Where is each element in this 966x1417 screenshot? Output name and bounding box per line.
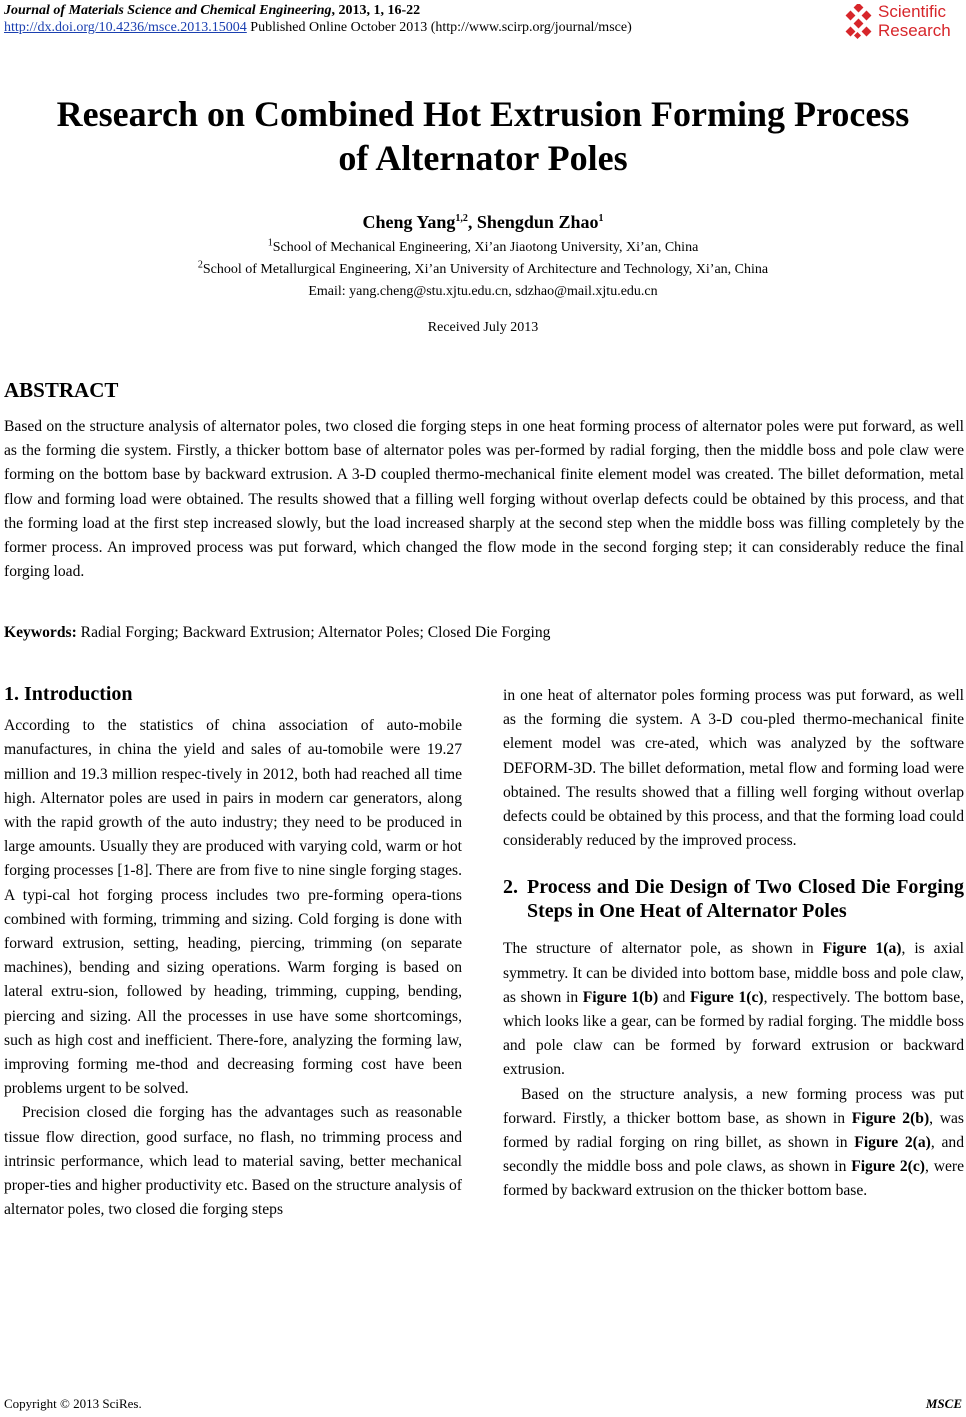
- copyright-footer: Copyright © 2013 SciRes.: [4, 1396, 142, 1411]
- aff2-text: School of Metallurgical Engineering, Xi’an University of Architecture and Technology, Xi’an, China: [202, 262, 769, 277]
- s2p1-text-2: , is axial symmetry. It can be divided into bottom base, middle boss and pole claw, as shown in: [503, 940, 964, 1006]
- author-email: Email: yang.cheng@stu.xjtu.edu.cn, sdzhao@mail.xjtu.edu.cn: [308, 284, 658, 299]
- figure-2a-ref: Figure 2(a): [854, 1134, 931, 1152]
- affiliation-1: [0, 238, 966, 258]
- section2-number: 2.: [503, 876, 518, 899]
- logo-line1: Scientific: [878, 2, 947, 21]
- title-line2: of Alternator Poles: [338, 138, 628, 178]
- figure-1a-ref: Figure 1(a): [822, 940, 902, 958]
- keywords: [4, 624, 964, 642]
- paper-title: [0, 92, 966, 180]
- s2p2-text-1: Based on the structure analysis, a new forming process was put forward. Firstly, a thicker bottom base, as shown in: [503, 1085, 964, 1127]
- doi-link[interactable]: http://dx.doi.org/10.4236/msce.2013.15004: [4, 20, 247, 35]
- s2p1-text-3: and: [658, 988, 690, 1006]
- author-2: , Shengdun Zhao: [467, 212, 599, 232]
- author-1: Cheng Yang: [362, 212, 456, 232]
- figure-1c-ref: Figure 1(c): [689, 988, 764, 1006]
- keywords-label: Keywords:: [4, 624, 77, 641]
- logo-icon: [842, 4, 876, 40]
- title-line1: Research on Combined Hot Extrusion Forming Process: [56, 94, 910, 134]
- section2-paragraph-2: [503, 1083, 964, 1204]
- s2p2-text-4: , were formed by backward extrusion on the thicker bottom base.: [503, 1158, 965, 1200]
- s2p1-text-4: , respectively. The bottom base, which looks like a gear, can be formed by radial forging. The middle boss and pole claw can be formed by forward extrusion or backward extrusion.: [503, 988, 965, 1079]
- affiliation-2: [0, 260, 966, 280]
- section2-heading: [503, 875, 964, 923]
- author-1-sup: 1,2: [455, 213, 468, 224]
- s2p2-text-3: , and secondly the middle boss and pole claws, as shown in: [503, 1134, 964, 1176]
- figure-1b-ref: Figure 1(b): [582, 988, 659, 1006]
- section2-title: Process and Die Design of Two Closed Die Forging Steps in One Heat of Alternator Poles: [527, 876, 964, 923]
- scirp-logo: [842, 2, 962, 42]
- journal-name: Journal of Materials Science and Chemical Engineering: [4, 3, 332, 18]
- abstract-heading: ABSTRACT: [4, 378, 119, 402]
- aff2-sup: 2: [197, 259, 203, 271]
- journal-header: [4, 2, 632, 36]
- journal-volume: , 2013, 1, 16-22: [331, 3, 421, 18]
- intro-heading: 1. Introduction: [4, 683, 133, 705]
- section2-paragraph-1: [503, 937, 964, 1082]
- author-2-sup: 1: [598, 213, 604, 224]
- authors: [0, 212, 966, 233]
- right-paragraph-1: in one heat of alternator poles forming process was put forward, as well as the forming die system. A 3-D cou-pled thermo-mechanical finite element model was cre-ated, which was analyzed by the software DEFORM-3D. The billet deformation, metal flow and forming load were obtained. The results showed that a filling well forging without overlap defects could be obtained by this process, and that the forming load could considerably reduced by the improved process.: [503, 687, 964, 850]
- received-date: Received July 2013: [427, 320, 539, 335]
- figure-2c-ref: Figure 2(c): [851, 1158, 925, 1176]
- s2p2-text-2: , was formed by radial forging on ring billet, as shown in: [503, 1109, 964, 1152]
- keywords-list: Radial Forging; Backward Extrusion; Alternator Poles; Closed Die Forging: [76, 624, 551, 641]
- right-column: [503, 684, 964, 1204]
- aff1-text: School of Mechanical Engineering, Xi’an Jiaotong University, Xi’an, China: [272, 240, 699, 255]
- left-column: [4, 682, 462, 1222]
- logo-line2: Research: [878, 21, 951, 40]
- aff1-sup: 1: [267, 237, 273, 249]
- intro-paragraph-1: According to the statistics of china association of auto-mobile manufactures, in china the yield and sales of au-tomobile were 19.27 million and 19.3 million respec-tively in 2012, both had reached all time high. Alternator poles are used in pairs in modern car generators, along with the rapid growth of the auto industry; they need to be produced in large amounts. Usually they are produced with varying cold, warm or hot forging processes [1-8]. There are from five to nine single forging stages. A typi-cal hot forging process includes two pre-forming opera-tions combined with forming, trimming and sizing. Cold forging is done with forward extrusion, setting, heading, piercing, trimming (on separate machines), bending and sizing operations. Warm forging is based on lateral extru-sion, followed by heading, trimming, cupping, bending, piercing and sizing. All the processes in use have some shortcomings, such as high cost and inefficient. There-fore, analyzing the forming law, improving forming me-thod and decreasing forming cost have been problems urgent to be solved.: [4, 717, 462, 1098]
- intro-paragraph-2: Precision closed die forging has the advantages such as reasonable tissue flow direction, good surface, no flash, no trimming process and intrinsic performance, which lead to material saving, better mechanical proper-ties and higher productivity etc. Based on the structure analysis of alternator poles, two closed die forging steps: [4, 1104, 462, 1219]
- journal-abbrev-footer: MSCE: [925, 1396, 962, 1411]
- s2p1-text-1: The structure of alternator pole, as shown in: [503, 940, 823, 958]
- abstract-text: Based on the structure analysis of alternator poles, two closed die forging steps in one heat forming process of alternator poles were put forward, as well as the forming die system. Firstly, a thicker bottom base of alternator poles was per-formed by radial forging, then the middle boss and pole claw were forming on the bottom base by backward extrusion. A 3-D coupled thermo-mechanical finite element model was created. The billet deformation, metal flow and forming load were obtained. The results showed that a filling well forging without overlap defects could be obtained by this process, and that the forming load at the first step increased slowly, but the load increased sharply at the second step when the middle boss was filling completely by the former process. An improved process was put forward, which changed the flow mode in the second forging step; it can considerably reduce the final forging load.: [4, 418, 964, 581]
- publication-info: Published Online October 2013 (http://www.scirp.org/journal/msce): [246, 20, 632, 35]
- figure-2b-ref: Figure 2(b): [851, 1109, 930, 1127]
